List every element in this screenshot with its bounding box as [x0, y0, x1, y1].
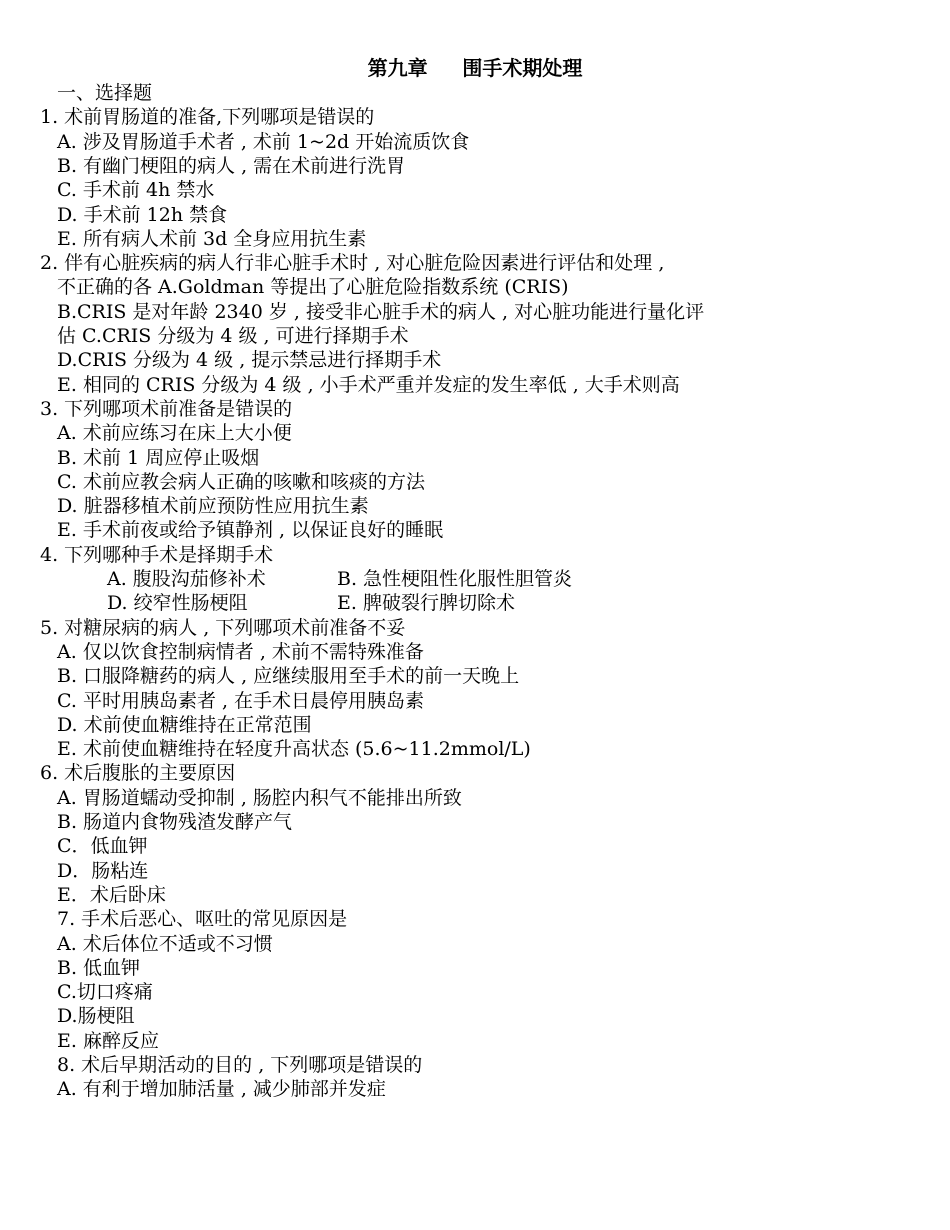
text-line: A. 腹股沟茄修补术	[107, 568, 266, 590]
text-line: A. 有利于增加肺活量 , 减少肺部并发症	[57, 1078, 386, 1101]
chapter-title: 第九章 围手术期处理	[367, 56, 583, 80]
text-line: D.CRIS 分级为 4 级 , 提示禁忌进行择期手术	[57, 349, 442, 372]
text-line: B. 术前 1 周应停止吸烟	[57, 446, 260, 469]
text-line: D.肠梗阻	[57, 1005, 135, 1028]
text-line: D. 绞窄性肠梗阻	[107, 592, 248, 615]
text-line: E. 手术前夜或给予镇静剂 , 以保证良好的睡眠	[57, 519, 444, 542]
text-line: 4. 下列哪种手术是择期手术	[40, 543, 274, 566]
text-line: 1. 术前胃肠道的准备,下列哪项是错误的	[40, 106, 375, 129]
text-line: B.CRIS 是对年龄 2340 岁 , 接受非心脏手术的病人 , 对心脏功能进行量化评	[57, 300, 705, 323]
text-line: C.切口疼痛	[57, 981, 153, 1004]
text-line: 不正确的各 A.Goldman 等提出了心脏危险指数系统 (CRIS)	[57, 276, 569, 299]
text-line: E．术后卧床	[57, 883, 166, 906]
text-line: E. 所有病人术前 3d 全身应用抗生素	[57, 227, 367, 250]
text-line: B. 肠道内食物残渣发酵产气	[57, 811, 293, 833]
text-line: E. 相同的 CRIS 分级为 4 级 , 小手术严重并发症的发生率低 , 大手术则高	[57, 373, 680, 396]
text-line: A. 胃肠道蠕动受抑制 , 肠腔内积气不能排出所致	[57, 786, 462, 809]
text-line: A. 仅以饮食控制病情者 , 术前不需特殊准备	[57, 640, 424, 663]
text-line: 3. 下列哪项术前准备是错误的	[40, 397, 293, 420]
text-line: E. 术前使血糖维持在轻度升高状态 (5.6~11.2mmol/L)	[57, 738, 531, 761]
text-line: D. 手术前 12h 禁食	[57, 203, 228, 226]
text-line: A. 涉及胃肠道手术者 , 术前 1~2d 开始流质饮食	[57, 130, 470, 153]
text-line: B. 有幽门梗阻的病人 , 需在术前进行洗胃	[57, 154, 406, 177]
text-line: B. 低血钾	[57, 956, 141, 979]
text-line: D．肠粘连	[57, 859, 149, 882]
text-line-second-column: B. 急性梗阻性化服性胆管炎	[337, 568, 573, 590]
text-line: D. 术前使血糖维持在正常范围	[57, 713, 312, 736]
text-line: 8. 术后早期活动的目的 , 下列哪项是错误的	[57, 1054, 423, 1076]
text-line: 2. 伴有心脏疾病的病人行非心脏手术时 , 对心脏危险因素进行评估和处理 ,	[40, 252, 665, 275]
text-line: C. 平时用胰岛素者 , 在手术日晨停用胰岛素	[57, 689, 425, 712]
text-line: 7. 手术后恶心、呕吐的常见原因是	[57, 908, 348, 931]
text-line: B. 口服降糖药的病人 , 应继续服用至手术的前一天晚上	[57, 665, 520, 688]
text-line: C. 手术前 4h 禁水	[57, 179, 215, 202]
text-line: A. 术后体位不适或不习惯	[57, 932, 273, 955]
text-line: E. 麻醉反应	[57, 1029, 159, 1052]
text-line: C. 术前应教会病人正确的咳嗽和咳痰的方法	[57, 470, 425, 493]
text-line: D. 脏器移植术前应预防性应用抗生素	[57, 495, 369, 518]
text-line: 6. 术后腹胀的主要原因	[40, 762, 236, 785]
text-line-second-column: E. 脾破裂行脾切除术	[337, 592, 515, 615]
text-line: 估 C.CRIS 分级为 4 级 , 可进行择期手术	[57, 325, 409, 347]
text-line: A. 术前应练习在床上大小便	[57, 422, 292, 445]
text-line: 5. 对糖尿病的病人 , 下列哪项术前准备不妥	[40, 616, 406, 639]
text-line: C．低血钾	[57, 835, 148, 858]
text-line: 一、选择题	[57, 82, 153, 104]
